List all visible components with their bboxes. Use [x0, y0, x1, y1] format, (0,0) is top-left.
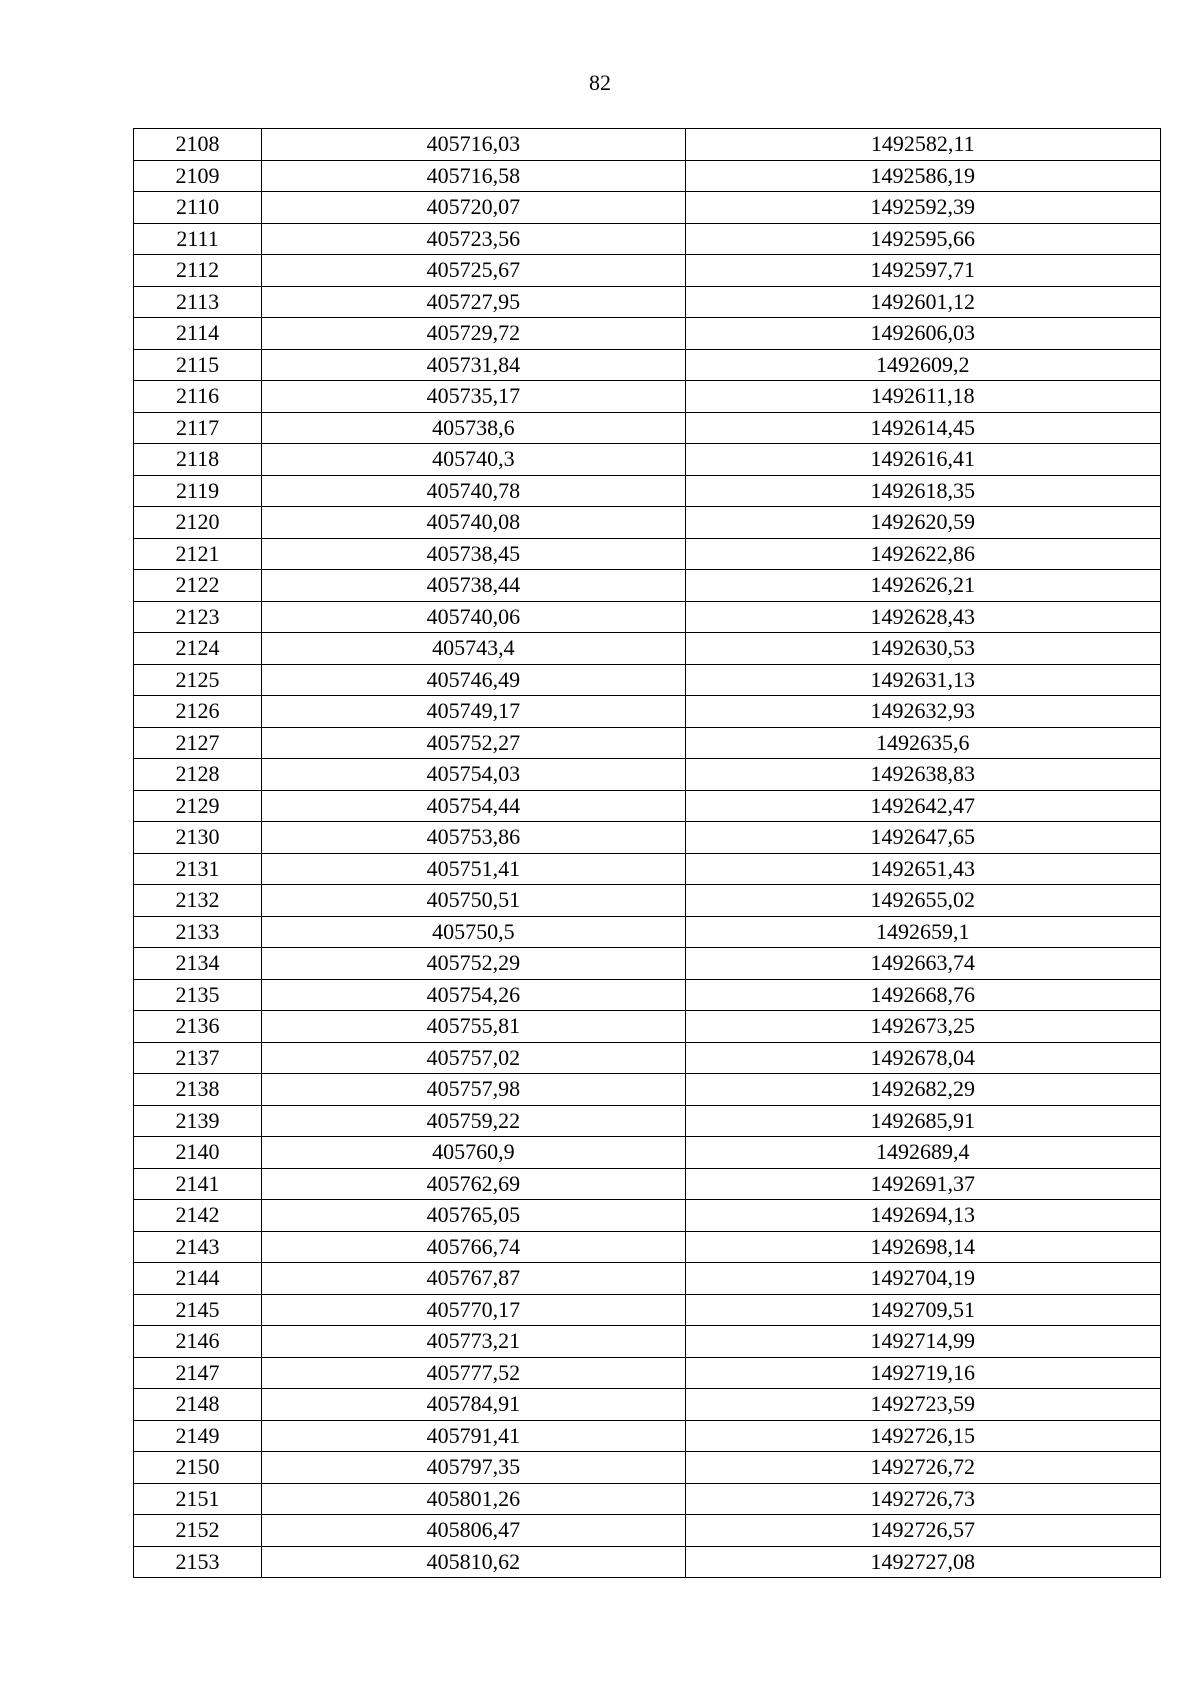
- point-number-cell: 2147: [134, 1357, 262, 1389]
- y-coordinate-cell: 1492698,14: [685, 1231, 1160, 1263]
- table-row: [134, 1263, 1161, 1295]
- y-coordinate-cell: 1492714,99: [685, 1326, 1160, 1358]
- table-row: [134, 1294, 1161, 1326]
- x-coordinate-cell: 405746,49: [262, 664, 685, 696]
- x-coordinate-cell: 405725,67: [262, 255, 685, 287]
- table-row: [134, 948, 1161, 980]
- page-number: 82: [589, 70, 611, 95]
- y-coordinate-cell: 1492663,74: [685, 948, 1160, 980]
- y-coordinate-cell: 1492632,93: [685, 696, 1160, 728]
- x-coordinate-cell: 405754,26: [262, 979, 685, 1011]
- table-row: [134, 1231, 1161, 1263]
- point-number-cell: 2122: [134, 570, 262, 602]
- x-coordinate-cell: 405716,58: [262, 160, 685, 192]
- table-row: [134, 1546, 1161, 1578]
- table-row: [134, 1515, 1161, 1547]
- table-row: [134, 160, 1161, 192]
- point-number-cell: 2140: [134, 1137, 262, 1169]
- point-number-cell: 2127: [134, 727, 262, 759]
- y-coordinate-cell: 1492622,86: [685, 538, 1160, 570]
- y-coordinate-cell: 1492668,76: [685, 979, 1160, 1011]
- point-number-cell: 2133: [134, 916, 262, 948]
- x-coordinate-cell: 405757,98: [262, 1074, 685, 1106]
- x-coordinate-cell: 405750,5: [262, 916, 685, 948]
- x-coordinate-cell: 405767,87: [262, 1263, 685, 1295]
- x-coordinate-cell: 405738,45: [262, 538, 685, 570]
- table-row: [134, 1483, 1161, 1515]
- point-number-cell: 2125: [134, 664, 262, 696]
- table-row: [134, 727, 1161, 759]
- x-coordinate-cell: 405754,44: [262, 790, 685, 822]
- x-coordinate-cell: 405738,44: [262, 570, 685, 602]
- table-row: [134, 1074, 1161, 1106]
- y-coordinate-cell: 1492651,43: [685, 853, 1160, 885]
- x-coordinate-cell: 405770,17: [262, 1294, 685, 1326]
- point-number-cell: 2119: [134, 475, 262, 507]
- x-coordinate-cell: 405729,72: [262, 318, 685, 350]
- y-coordinate-cell: 1492727,08: [685, 1546, 1160, 1578]
- table-row: [134, 1168, 1161, 1200]
- y-coordinate-cell: 1492642,47: [685, 790, 1160, 822]
- y-coordinate-cell: 1492592,39: [685, 192, 1160, 224]
- y-coordinate-cell: 1492678,04: [685, 1042, 1160, 1074]
- x-coordinate-cell: 405727,95: [262, 286, 685, 318]
- x-coordinate-cell: 405773,21: [262, 1326, 685, 1358]
- y-coordinate-cell: 1492685,91: [685, 1105, 1160, 1137]
- point-number-cell: 2115: [134, 349, 262, 381]
- table-row: [134, 916, 1161, 948]
- point-number-cell: 2137: [134, 1042, 262, 1074]
- x-coordinate-cell: 405720,07: [262, 192, 685, 224]
- y-coordinate-cell: 1492611,18: [685, 381, 1160, 413]
- point-number-cell: 2130: [134, 822, 262, 854]
- y-coordinate-cell: 1492659,1: [685, 916, 1160, 948]
- point-number-cell: 2149: [134, 1420, 262, 1452]
- y-coordinate-cell: 1492691,37: [685, 1168, 1160, 1200]
- table-row: [134, 349, 1161, 381]
- x-coordinate-cell: 405740,3: [262, 444, 685, 476]
- point-number-cell: 2114: [134, 318, 262, 350]
- point-number-cell: 2120: [134, 507, 262, 539]
- point-number-cell: 2113: [134, 286, 262, 318]
- point-number-cell: 2109: [134, 160, 262, 192]
- x-coordinate-cell: 405806,47: [262, 1515, 685, 1547]
- point-number-cell: 2139: [134, 1105, 262, 1137]
- x-coordinate-cell: 405797,35: [262, 1452, 685, 1484]
- point-number-cell: 2112: [134, 255, 262, 287]
- point-number-cell: 2136: [134, 1011, 262, 1043]
- coordinates-table: [133, 128, 1161, 1578]
- x-coordinate-cell: 405766,74: [262, 1231, 685, 1263]
- point-number-cell: 2134: [134, 948, 262, 980]
- table-row: [134, 381, 1161, 413]
- y-coordinate-cell: 1492638,83: [685, 759, 1160, 791]
- y-coordinate-cell: 1492595,66: [685, 223, 1160, 255]
- y-coordinate-cell: 1492682,29: [685, 1074, 1160, 1106]
- x-coordinate-cell: 405755,81: [262, 1011, 685, 1043]
- table-row: [134, 412, 1161, 444]
- x-coordinate-cell: 405752,27: [262, 727, 685, 759]
- x-coordinate-cell: 405731,84: [262, 349, 685, 381]
- x-coordinate-cell: 405777,52: [262, 1357, 685, 1389]
- point-number-cell: 2146: [134, 1326, 262, 1358]
- y-coordinate-cell: 1492606,03: [685, 318, 1160, 350]
- point-number-cell: 2123: [134, 601, 262, 633]
- x-coordinate-cell: 405735,17: [262, 381, 685, 413]
- x-coordinate-cell: 405757,02: [262, 1042, 685, 1074]
- table-row: [134, 1011, 1161, 1043]
- table-row: [134, 538, 1161, 570]
- table-row: [134, 444, 1161, 476]
- point-number-cell: 2131: [134, 853, 262, 885]
- x-coordinate-cell: 405740,08: [262, 507, 685, 539]
- x-coordinate-cell: 405723,56: [262, 223, 685, 255]
- point-number-cell: 2121: [134, 538, 262, 570]
- point-number-cell: 2129: [134, 790, 262, 822]
- table-row: [134, 286, 1161, 318]
- x-coordinate-cell: 405801,26: [262, 1483, 685, 1515]
- point-number-cell: 2128: [134, 759, 262, 791]
- x-coordinate-cell: 405765,05: [262, 1200, 685, 1232]
- x-coordinate-cell: 405760,9: [262, 1137, 685, 1169]
- table-row: [134, 1357, 1161, 1389]
- table-row: [134, 790, 1161, 822]
- point-number-cell: 2151: [134, 1483, 262, 1515]
- y-coordinate-cell: 1492726,73: [685, 1483, 1160, 1515]
- x-coordinate-cell: 405762,69: [262, 1168, 685, 1200]
- table-row: [134, 129, 1161, 161]
- table-row: [134, 570, 1161, 602]
- y-coordinate-cell: 1492647,65: [685, 822, 1160, 854]
- x-coordinate-cell: 405810,62: [262, 1546, 685, 1578]
- point-number-cell: 2138: [134, 1074, 262, 1106]
- table-row: [134, 633, 1161, 665]
- table-row: [134, 696, 1161, 728]
- y-coordinate-cell: 1492726,15: [685, 1420, 1160, 1452]
- x-coordinate-cell: 405752,29: [262, 948, 685, 980]
- point-number-cell: 2148: [134, 1389, 262, 1421]
- point-number-cell: 2144: [134, 1263, 262, 1295]
- y-coordinate-cell: 1492628,43: [685, 601, 1160, 633]
- y-coordinate-cell: 1492616,41: [685, 444, 1160, 476]
- y-coordinate-cell: 1492609,2: [685, 349, 1160, 381]
- y-coordinate-cell: 1492726,57: [685, 1515, 1160, 1547]
- point-number-cell: 2124: [134, 633, 262, 665]
- x-coordinate-cell: 405759,22: [262, 1105, 685, 1137]
- table-row: [134, 1326, 1161, 1358]
- y-coordinate-cell: 1492655,02: [685, 885, 1160, 917]
- point-number-cell: 2135: [134, 979, 262, 1011]
- x-coordinate-cell: 405791,41: [262, 1420, 685, 1452]
- x-coordinate-cell: 405784,91: [262, 1389, 685, 1421]
- point-number-cell: 2117: [134, 412, 262, 444]
- point-number-cell: 2110: [134, 192, 262, 224]
- point-number-cell: 2150: [134, 1452, 262, 1484]
- table-row: [134, 255, 1161, 287]
- y-coordinate-cell: 1492723,59: [685, 1389, 1160, 1421]
- point-number-cell: 2143: [134, 1231, 262, 1263]
- table-row: [134, 1200, 1161, 1232]
- x-coordinate-cell: 405738,6: [262, 412, 685, 444]
- x-coordinate-cell: 405743,4: [262, 633, 685, 665]
- coordinates-table-body: [134, 129, 1161, 1578]
- table-row: [134, 979, 1161, 1011]
- table-row: [134, 1137, 1161, 1169]
- point-number-cell: 2118: [134, 444, 262, 476]
- point-number-cell: 2108: [134, 129, 262, 161]
- y-coordinate-cell: 1492709,51: [685, 1294, 1160, 1326]
- y-coordinate-cell: 1492719,16: [685, 1357, 1160, 1389]
- table-row: [134, 822, 1161, 854]
- point-number-cell: 2132: [134, 885, 262, 917]
- y-coordinate-cell: 1492620,59: [685, 507, 1160, 539]
- table-row: [134, 318, 1161, 350]
- y-coordinate-cell: 1492631,13: [685, 664, 1160, 696]
- table-row: [134, 1452, 1161, 1484]
- table-row: [134, 885, 1161, 917]
- table-row: [134, 192, 1161, 224]
- point-number-cell: 2153: [134, 1546, 262, 1578]
- y-coordinate-cell: 1492630,53: [685, 633, 1160, 665]
- point-number-cell: 2116: [134, 381, 262, 413]
- table-row: [134, 1389, 1161, 1421]
- y-coordinate-cell: 1492694,13: [685, 1200, 1160, 1232]
- point-number-cell: 2152: [134, 1515, 262, 1547]
- table-row: [134, 853, 1161, 885]
- x-coordinate-cell: 405754,03: [262, 759, 685, 791]
- x-coordinate-cell: 405740,78: [262, 475, 685, 507]
- y-coordinate-cell: 1492704,19: [685, 1263, 1160, 1295]
- point-number-cell: 2126: [134, 696, 262, 728]
- point-number-cell: 2141: [134, 1168, 262, 1200]
- y-coordinate-cell: 1492618,35: [685, 475, 1160, 507]
- y-coordinate-cell: 1492597,71: [685, 255, 1160, 287]
- table-row: [134, 1105, 1161, 1137]
- table-row: [134, 601, 1161, 633]
- x-coordinate-cell: 405750,51: [262, 885, 685, 917]
- table-row: [134, 475, 1161, 507]
- y-coordinate-cell: 1492689,4: [685, 1137, 1160, 1169]
- y-coordinate-cell: 1492582,11: [685, 129, 1160, 161]
- point-number-cell: 2145: [134, 1294, 262, 1326]
- table-row: [134, 507, 1161, 539]
- y-coordinate-cell: 1492586,19: [685, 160, 1160, 192]
- table-row: [134, 664, 1161, 696]
- y-coordinate-cell: 1492626,21: [685, 570, 1160, 602]
- point-number-cell: 2142: [134, 1200, 262, 1232]
- table-row: [134, 759, 1161, 791]
- point-number-cell: 2111: [134, 223, 262, 255]
- y-coordinate-cell: 1492726,72: [685, 1452, 1160, 1484]
- y-coordinate-cell: 1492635,6: [685, 727, 1160, 759]
- x-coordinate-cell: 405751,41: [262, 853, 685, 885]
- table-row: [134, 223, 1161, 255]
- x-coordinate-cell: 405716,03: [262, 129, 685, 161]
- x-coordinate-cell: 405753,86: [262, 822, 685, 854]
- x-coordinate-cell: 405749,17: [262, 696, 685, 728]
- table-row: [134, 1042, 1161, 1074]
- y-coordinate-cell: 1492601,12: [685, 286, 1160, 318]
- y-coordinate-cell: 1492614,45: [685, 412, 1160, 444]
- x-coordinate-cell: 405740,06: [262, 601, 685, 633]
- y-coordinate-cell: 1492673,25: [685, 1011, 1160, 1043]
- table-row: [134, 1420, 1161, 1452]
